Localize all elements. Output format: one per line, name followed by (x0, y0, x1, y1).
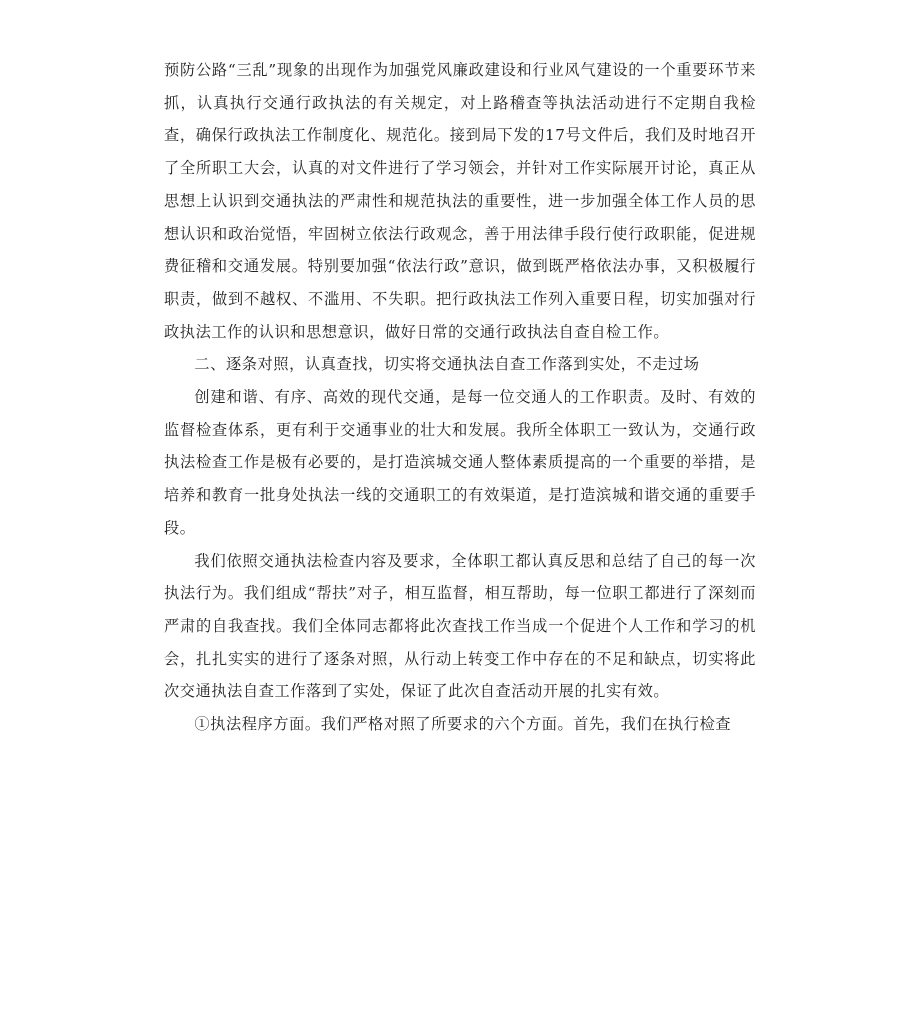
section-heading-2: 二、逐条对照，认真查找，切实将交通执法自查工作落到实处，不走过场 (194, 355, 700, 374)
document-body (164, 54, 756, 741)
paragraph: 创建和谐、有序、高效的现代交通，是每一位交通人的工作职责。及时、有效的监督检查体系，更有利于交通事业的壮大和发展。我所全体职工一致认为，交通行政执法检查工作是极有必要的，是打造滨城交通人整体素质提高的一个重要的举措，是培养和教育一批身处执法一线的交通职工的有效渠道，是打造滨城和谐交通的重要手段。 (164, 388, 756, 537)
paragraph: 我们依照交通执法检查内容及要求，全体职工都认真反思和总结了自己的每一次执法行为。我们组成“帮扶”对子，相互监督，相互帮助，每一位职工都进行了深刻而严肃的自我查找。我们全体同志都将此次查找工作当成一个促进个人工作和学习的机会，扎扎实实的进行了逐条对照，从行动上转变工作中存在的不足和缺点，切实将此次交通执法自查工作落到了实处，保证了此次自查活动开展的扎实有效。 (164, 551, 756, 701)
paragraph: ①执法程序方面。我们严格对照了所要求的六个方面。首先，我们在执行检查 (194, 715, 732, 734)
paragraph-continued: 预防公路“三乱”现象的出现作为加强党风廉政建设和行业风气建设的一个重要环节来抓，认真执行交通行政执法的有关规定，对上路稽查等执法活动进行不定期自我检查，确保行政执法工作制度化、规范化。接到局下发的17号文件后，我们及时地召开了全所职工大会，认真的对文件进行了学习领会，并针对工作实际展开讨论，真正从思想上认识到交通执法的严肃性和规范执法的重要性，进一步加强全体工作人员的思想认识和政治觉悟，牢固树立依法行政观念，善于用法律手段行使行政职能，促进规费征稽和交通发展。特别要加强“依法行政”意识，做到既严格依法办事，又积极履行职责，做到不越权、不滥用、不失职。把行政执法工作列入重要日程，切实加强对行政执法工作的认识和思想意识，做好日常的交通行政执法自查自检工作。 (164, 61, 756, 341)
